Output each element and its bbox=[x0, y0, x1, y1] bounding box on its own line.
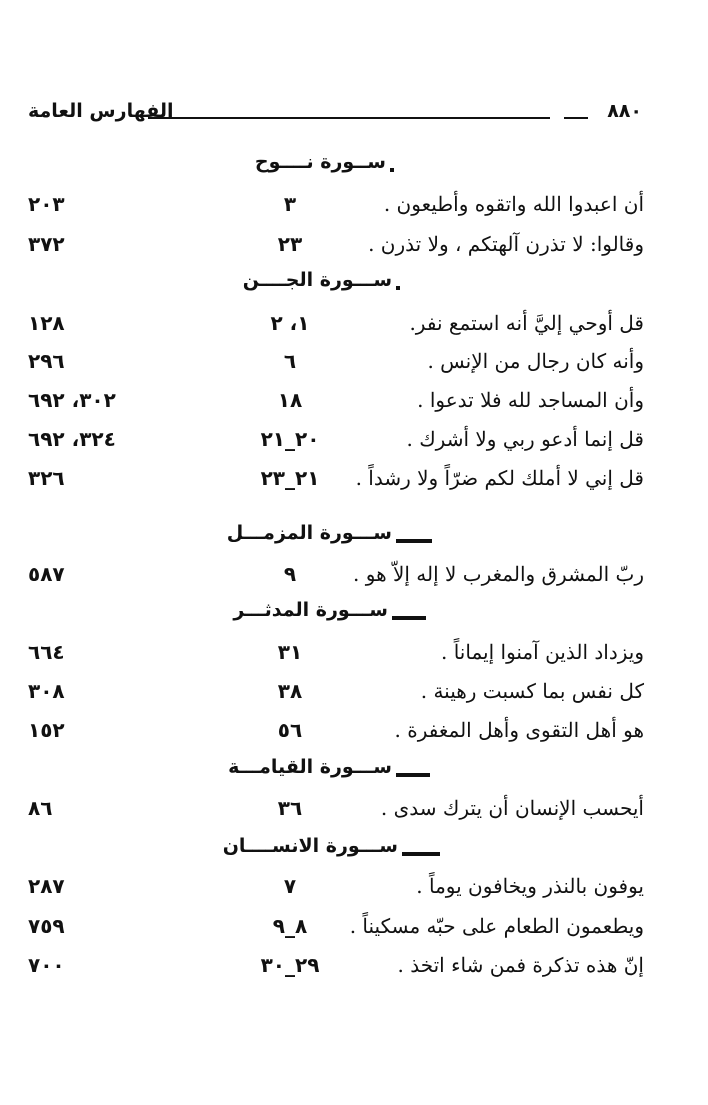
verse-text: ويزداد الذين آمنوا إيماناً . bbox=[441, 640, 644, 664]
index-row bbox=[0, 229, 708, 259]
verse-text: قل إني لا أملك لكم ضرّاً ولا رشداً . bbox=[355, 466, 644, 490]
index-row bbox=[0, 715, 708, 745]
index-row bbox=[0, 676, 708, 706]
ayah-number: ١٨ bbox=[277, 388, 303, 412]
section-title: ســـورة المدثـــر bbox=[229, 598, 392, 622]
section-heading bbox=[226, 522, 432, 547]
ayah-number: ٢٠_٢١ bbox=[260, 427, 320, 451]
verse-text: يوفون بالنذر ويخافون يوماً . bbox=[416, 874, 644, 898]
page-references: ٣٧٢ bbox=[28, 232, 65, 256]
ayah-number: ٢٣ bbox=[277, 232, 303, 256]
ayah-number: ٣١ bbox=[277, 640, 303, 664]
section-heading bbox=[233, 599, 426, 624]
ayah-number: ٢٩_٣٠ bbox=[260, 953, 320, 977]
verse-text: كل نفس بما كسبت رهينة . bbox=[420, 679, 644, 703]
verse-text: إنّ هذه تذكرة فمن شاء اتخذ . bbox=[397, 953, 644, 977]
header-rule bbox=[148, 117, 550, 119]
index-row bbox=[0, 871, 708, 901]
index-row bbox=[0, 308, 708, 338]
verse-text: قل إنما أدعو ربي ولا أشرك . bbox=[406, 427, 644, 451]
page-number: ٨٨٠ bbox=[607, 100, 642, 122]
section-heading bbox=[254, 151, 394, 176]
page-references: ٢٠٣ bbox=[28, 192, 65, 216]
index-row bbox=[0, 463, 708, 493]
section-title: ســـورة الانســــان bbox=[219, 834, 402, 858]
ayah-number: ٧ bbox=[283, 874, 297, 898]
index-row bbox=[0, 346, 708, 376]
verse-text: أيحسب الإنسان أن يترك سدى . bbox=[380, 796, 644, 820]
verse-text: وقالوا: لا تذرن آلهتكم ، ولا تذرن . bbox=[368, 232, 644, 256]
page-references: ٣٠٢، ٦٩٢ bbox=[28, 388, 116, 412]
ayah-number: ٨_٩ bbox=[272, 914, 308, 938]
index-row bbox=[0, 911, 708, 941]
page-references: ٣٠٨ bbox=[28, 679, 65, 703]
page-references: ٥٨٧ bbox=[28, 562, 65, 586]
verse-text: أن اعبدوا الله واتقوه وأطيعون . bbox=[383, 192, 644, 216]
index-row bbox=[0, 385, 708, 415]
header-dash bbox=[564, 117, 588, 119]
ayah-number: ٩ bbox=[283, 562, 297, 586]
header-title: الفهارس العامة bbox=[28, 100, 174, 122]
index-row bbox=[0, 637, 708, 667]
index-row bbox=[0, 189, 708, 219]
index-row bbox=[0, 424, 708, 454]
ayah-number: ٣٦ bbox=[277, 796, 303, 820]
section-heading bbox=[242, 269, 400, 294]
page-references: ٣٢٦ bbox=[28, 466, 65, 490]
verse-text: وأنه كان رجال من الإنس . bbox=[427, 349, 644, 373]
ayah-number: ٣ bbox=[283, 192, 297, 216]
page-references: ١٥٢ bbox=[28, 718, 65, 742]
section-title: ســـورة القيامـــة bbox=[224, 755, 396, 779]
index-row bbox=[0, 793, 708, 823]
section-title: ســـورة المزمـــل bbox=[223, 521, 396, 545]
section-heading bbox=[228, 756, 430, 781]
running-header bbox=[28, 98, 642, 128]
page-references: ٢٨٧ bbox=[28, 874, 65, 898]
ayah-number: ٣٨ bbox=[277, 679, 303, 703]
section-title: ســورة نــــوح bbox=[251, 150, 390, 174]
section-heading bbox=[222, 835, 440, 860]
verse-text: قل أوحي إليَّ أنه استمع نفر. bbox=[409, 311, 644, 335]
index-row bbox=[0, 950, 708, 980]
page-references: ٨٦ bbox=[28, 796, 53, 820]
page-references: ٣٢٤، ٦٩٢ bbox=[28, 427, 116, 451]
index-row bbox=[0, 559, 708, 589]
ayah-number: ٦ bbox=[283, 349, 297, 373]
ayah-number: ٥٦ bbox=[277, 718, 303, 742]
verse-text: وأن المساجد لله فلا تدعوا . bbox=[417, 388, 644, 412]
verse-text: ربّ المشرق والمغرب لا إله إلاّ هو . bbox=[353, 562, 644, 586]
verse-text: ويطعمون الطعام على حبّه مسكيناً . bbox=[349, 914, 644, 938]
ayah-number: ٢١_٢٣ bbox=[260, 466, 320, 490]
verse-text: هو أهل التقوى وأهل المغفرة . bbox=[394, 718, 644, 742]
page-references: ٢٩٦ bbox=[28, 349, 65, 373]
page-references: ٦٦٤ bbox=[28, 640, 65, 664]
ayah-number: ١، ٢ bbox=[270, 311, 310, 335]
page-references: ٧٠٠ bbox=[28, 953, 65, 977]
page-references: ٧٥٩ bbox=[28, 914, 65, 938]
page-references: ١٢٨ bbox=[28, 311, 65, 335]
section-title: ســـورة الجــــن bbox=[239, 268, 396, 292]
